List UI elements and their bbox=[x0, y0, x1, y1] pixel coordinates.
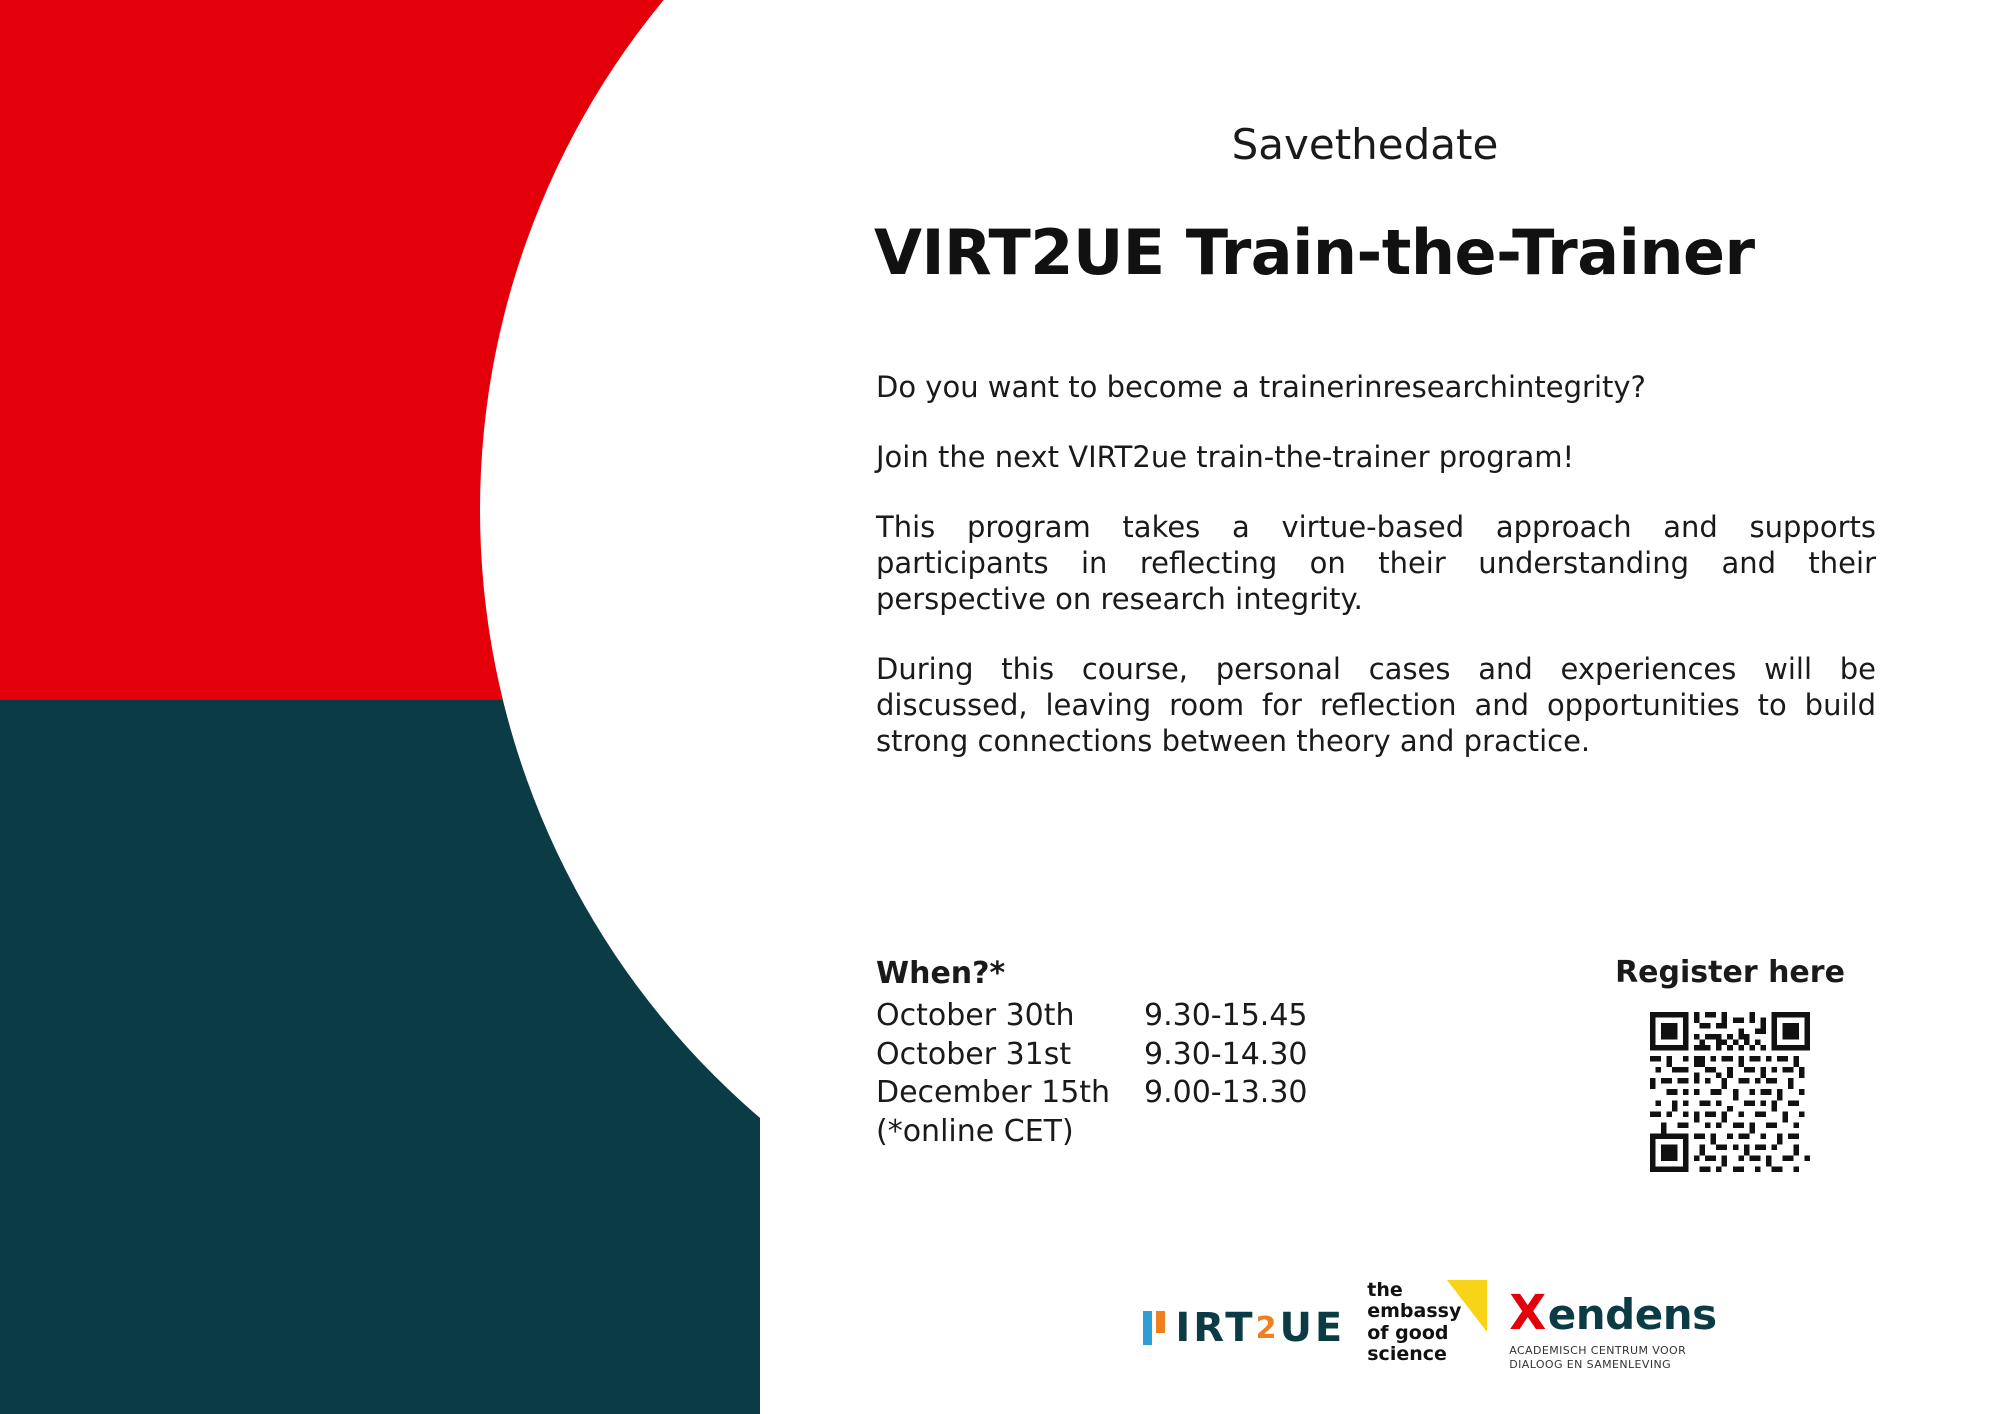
when-date: October 31st bbox=[876, 1036, 1072, 1072]
virt2ue-text-c: UE bbox=[1279, 1305, 1346, 1351]
decorative-graphic bbox=[0, 0, 900, 1414]
when-note: (*online CET) bbox=[876, 1113, 1074, 1149]
when-time: 9.30-14.30 bbox=[1144, 1036, 1308, 1072]
eyebrow-savethedate: Savethedate bbox=[1231, 120, 1499, 169]
when-row bbox=[876, 1074, 1396, 1112]
paragraph-4: During this course, personal cases and experiences will be discussed, leaving room for reflection and opportunities to build strong connections between theory and practice. bbox=[876, 651, 1876, 758]
logo-endens bbox=[1509, 1285, 1716, 1372]
virt2ue-mark-icon bbox=[1143, 1311, 1169, 1345]
when-row bbox=[876, 1036, 1396, 1074]
endens-sub-line-1: ACADEMISCH CENTRUM VOOR bbox=[1509, 1343, 1687, 1357]
embassy-line-4: science bbox=[1367, 1342, 1447, 1365]
endens-name: endens bbox=[1547, 1289, 1717, 1339]
virt2ue-text-a: IRT bbox=[1175, 1305, 1256, 1351]
when-date: December 15th bbox=[876, 1075, 1111, 1111]
body-text bbox=[876, 370, 1876, 794]
when-time: 9.30-15.45 bbox=[1144, 998, 1308, 1034]
paragraph-2: Join the next VIRT2ue train-the-trainer program! bbox=[876, 439, 1575, 474]
paragraph-3: This program takes a virtue-based approach and supports participants in reflecting on their understanding and their perspective on research integrity. bbox=[876, 509, 1876, 616]
when-time: 9.00-13.30 bbox=[1144, 1075, 1308, 1111]
endens-x-icon: X bbox=[1509, 1284, 1546, 1341]
virt2ue-text-b: 2 bbox=[1255, 1310, 1280, 1346]
qr-code-icon[interactable] bbox=[1650, 1012, 1810, 1172]
when-block bbox=[876, 955, 1396, 1151]
when-heading: When?* bbox=[876, 956, 1006, 991]
embassy-line-1: the bbox=[1367, 1279, 1403, 1301]
content-column bbox=[860, 0, 2000, 1414]
page-title: VIRT2UE Train-the-Trainer bbox=[874, 216, 1755, 289]
logo-embassy-of-good-science bbox=[1367, 1280, 1487, 1376]
paragraph-1: Do you want to become a trainerinresearchintegrity? bbox=[876, 370, 1646, 404]
footer-logos bbox=[860, 1280, 2000, 1376]
logo-virt2ue bbox=[1143, 1305, 1345, 1351]
register-heading: Register here bbox=[1615, 955, 1845, 990]
when-row bbox=[876, 997, 1396, 1035]
endens-sub-line-2: DIALOOG EN SAMENLEVING bbox=[1509, 1357, 1672, 1371]
when-date: October 30th bbox=[876, 998, 1075, 1034]
register-block bbox=[1520, 955, 1940, 1172]
embassy-line-3: of good bbox=[1367, 1321, 1449, 1344]
embassy-line-2: embassy bbox=[1367, 1300, 1462, 1323]
